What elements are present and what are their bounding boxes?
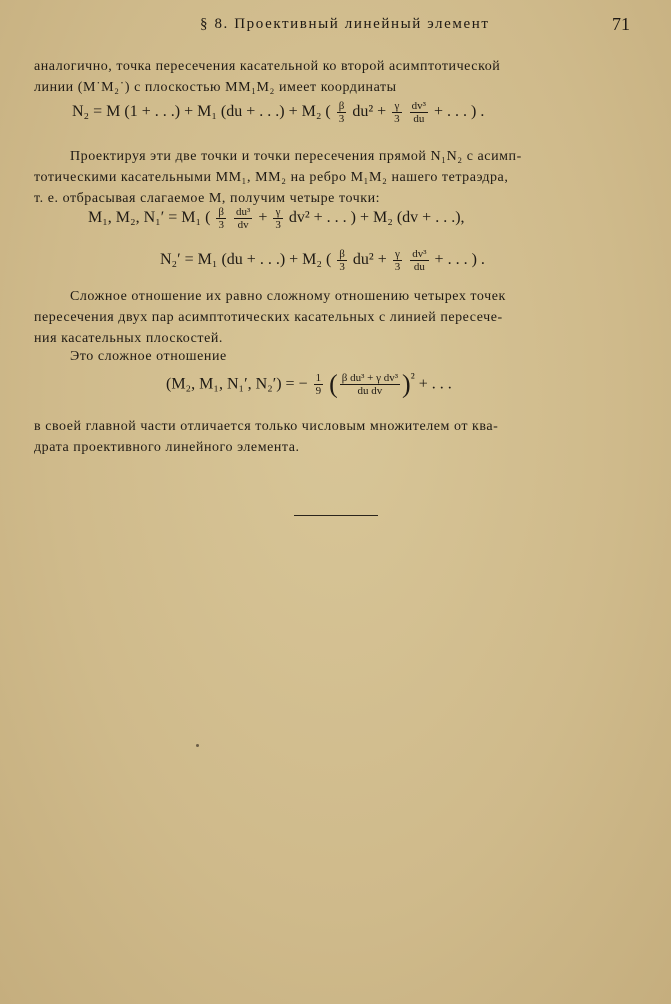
- text-line: Сложное отношение их равно сложному отношению четырех точек: [70, 289, 506, 304]
- equation-lead: N₂ = M (1 + . . .) + M₁ (du + . . .) + M₂ (: [72, 103, 331, 121]
- paragraph-1: [34, 56, 639, 98]
- text-line: Проектируя эти две точки и точки пересечения прямой N₁N₂ с асимп-: [70, 149, 522, 164]
- equation-tail: dv² + . . . ) + M₂ (dv + . . .),: [288, 209, 465, 227]
- fraction-denominator: du: [413, 261, 425, 273]
- fraction: [410, 248, 428, 273]
- fraction: [337, 100, 347, 125]
- paragraph-3: [34, 286, 639, 349]
- fraction: [273, 206, 283, 231]
- paper-speck: [196, 744, 199, 747]
- text-line: в своей главной части отличается только числовым множителем от ква-: [34, 419, 499, 434]
- text-line: драта проективного линейного элемента.: [34, 440, 300, 455]
- equation-term: +: [258, 209, 268, 227]
- fraction-numerator: dv³: [411, 100, 426, 112]
- fraction-numerator: β: [218, 206, 225, 218]
- equation-n1: [88, 206, 465, 231]
- fraction-numerator: β du³ + γ dv³: [341, 372, 399, 385]
- fraction-denominator: du: [413, 113, 425, 125]
- equation-tail: + . . . ) .: [433, 103, 485, 121]
- equation-n2: [72, 100, 484, 125]
- fraction: [337, 248, 347, 273]
- exponent: ²: [410, 370, 415, 385]
- fraction-denominator: 3: [338, 113, 345, 125]
- fraction: [234, 206, 252, 231]
- fraction: [392, 100, 402, 125]
- fraction-numerator: β: [338, 100, 345, 112]
- fraction-numerator: γ: [273, 206, 283, 219]
- fraction-denominator: 9: [315, 385, 322, 398]
- fraction-denominator: du dv: [357, 385, 383, 398]
- text-line: пересечения двух пар асимптотических касательных с линией пересече-: [34, 310, 503, 325]
- fraction-numerator: 1: [315, 372, 322, 385]
- fraction-denominator: 3: [275, 219, 281, 231]
- running-header: [0, 14, 671, 38]
- paragraph-5: [34, 416, 639, 458]
- fraction: [393, 248, 403, 273]
- fraction-numerator: γ: [393, 248, 403, 261]
- equation-term: du² +: [352, 103, 387, 121]
- paragraph-2: [34, 146, 639, 209]
- equation-tail: + . . .: [418, 375, 452, 393]
- text-line: т. е. отбрасывая слагаемое M, получим четыре точки:: [34, 191, 381, 206]
- equation-lead: N₂′ = M₁ (du + . . .) + M₂ (: [160, 251, 332, 269]
- paren-open: (: [329, 369, 338, 399]
- paragraph-4: [34, 346, 639, 367]
- fraction-numerator: γ: [392, 100, 402, 113]
- fraction: [410, 100, 428, 125]
- fraction-denominator: 3: [339, 261, 345, 273]
- fraction-denominator: 3: [218, 219, 224, 231]
- equation-lead: (M₂, M₁, N₁′, N₂′) = −: [166, 375, 308, 393]
- text-line: тотическими касательными MM₁, MM₂ на ребро M₁M₂ нашего тетраэдра,: [34, 170, 509, 185]
- fraction: [314, 372, 324, 397]
- fraction: [340, 372, 400, 397]
- equation-n2-prime: [160, 248, 485, 273]
- text-line: Это сложное отношение: [70, 349, 227, 364]
- fraction-denominator: 3: [394, 261, 401, 273]
- equation-cross-ratio: [166, 370, 452, 398]
- text-line: ния касательных плоскостей.: [34, 331, 223, 346]
- fraction-denominator: 3: [394, 113, 400, 125]
- equation-term: du² +: [352, 251, 387, 269]
- fraction-denominator: dv: [237, 219, 249, 231]
- section-title: § 8. Проективный линейный элемент: [200, 16, 490, 32]
- page-number: 71: [612, 14, 630, 34]
- fraction-numerator: dv³: [412, 248, 427, 260]
- end-rule: [294, 515, 378, 516]
- text-line: линии (M˙M₂˙) с плоскостью MM₁M₂ имеет координаты: [34, 80, 397, 95]
- fraction-numerator: du³: [236, 206, 251, 218]
- equation-lead: M₁, M₂, N₁′ = M₁ (: [88, 209, 211, 227]
- paren-close: ): [402, 369, 411, 399]
- equation-tail: + . . . ) .: [434, 251, 485, 269]
- text-line: аналогично, точка пересечения касательной ко второй асимптотической: [34, 59, 501, 74]
- fraction-numerator: β: [339, 248, 345, 260]
- fraction: [216, 206, 226, 231]
